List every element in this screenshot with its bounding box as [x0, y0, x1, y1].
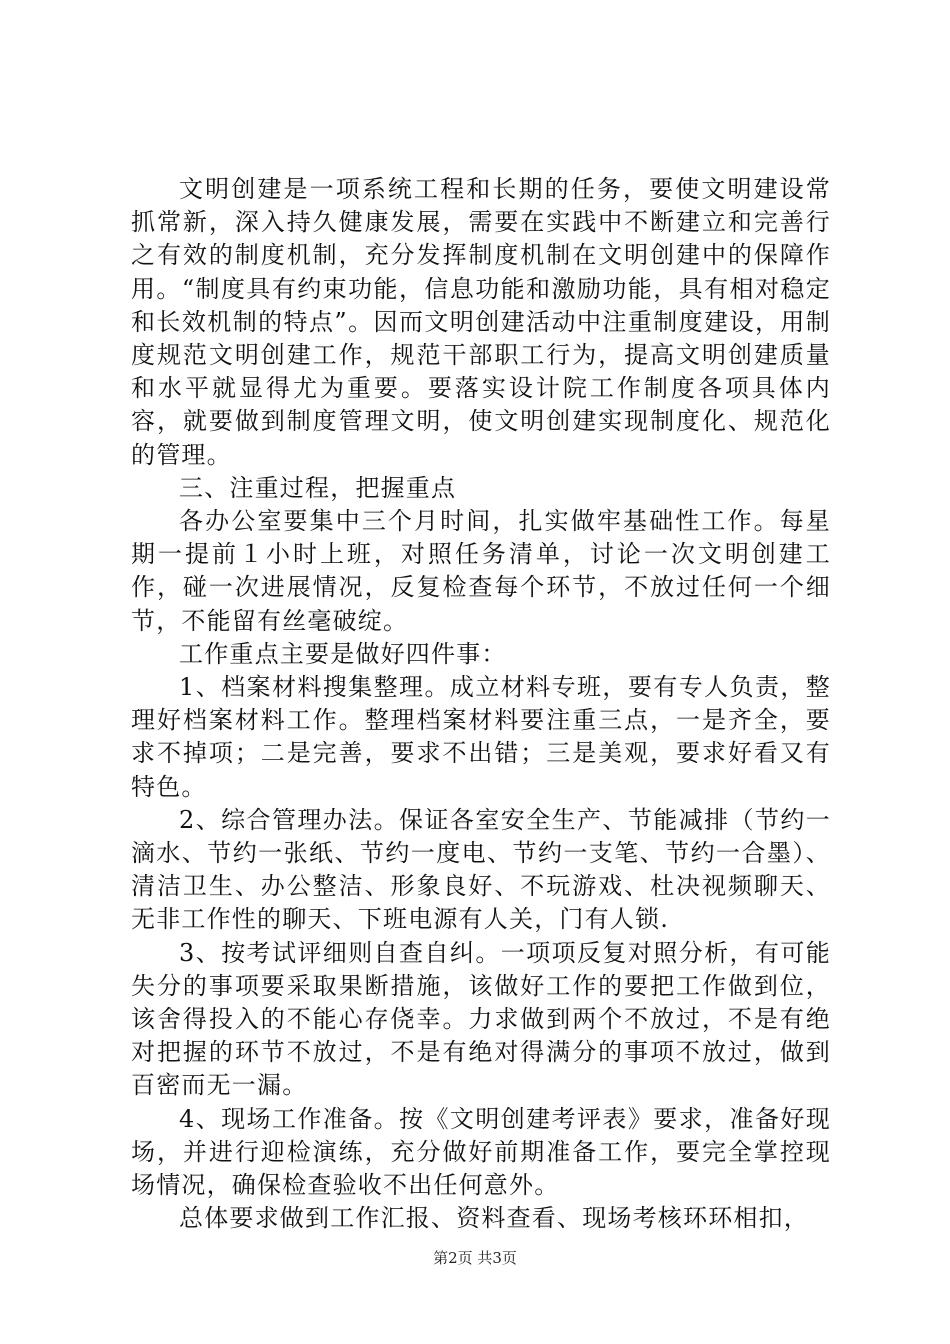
section-heading: 三、注重过程，把握重点 [179, 473, 457, 502]
list-item-self-check: 3、按考试评细则自查自纠。一项项反复对照分析，有可能失分的事项要采取果断措施，该做好工作的要把工作做到位，该舍得投入的不能心存侥幸。力求做到两个不放过，不是有绝对把握的环节不放过，不是有绝对得满分的事项不放过，做到百密而无一漏。 [131, 938, 831, 1100]
paragraph-office-work: 各办公室要集中三个月时间，扎实做牢基础性工作。每星期一提前１小时上班，对照任务清单，讨论一次文明创建工作，碰一次进展情况，反复检查每个环节，不放过任何一个细节，不能留有丝毫破绽。 [131, 507, 831, 635]
list-item-archives: 1、档案材料搜集整理。成立材料专班，要有专人负责，整理好档案材料工作。整理档案材料要注重三点，一是齐全，要求不掉项；二是完善，要求不出错；三是美观，要求好看又有特色。 [131, 673, 831, 801]
paragraph-intro: 文明创建是一项系统工程和长期的任务，要使文明建设常抓常新，深入持久健康发展，需要在实践中不断建立和完善行之有效的制度机制，充分发挥制度机制在文明创建中的保障作用。“制度具有约束功能，信息功能和激励功能，具有相对稳定和长效机制的特点”。因而文明创建活动中注重制度建设，用制度规范文明创建工作，规范干部职工行为，提高文明创建质量和水平就显得尤为重要。要落实设计院工作制度各项具体内容，就要做到制度管理文明，使文明创建实现制度化、规范化的管理。 [131, 175, 831, 469]
list-item-management: 2、综合管理办法。保证各室安全生产、节能减排（节约一滴水、节约一张纸、节约一度电、节约一支笔、节约一合墨）、清洁卫生、办公整洁、形象良好、不玩游戏、杜决视频聊天、无非工作性的聊天、下班电源有人关，门有人锁. [131, 805, 831, 934]
document-body [131, 173, 831, 1236]
page-number-footer: 第2页 共3页 [433, 1249, 517, 1267]
list-item-site-preparation: 4、现场工作准备。按《文明创建考评表》要求，准备好现场，并进行迎检演练，充分做好前期准备工作，要完全掌控现场情况，确保检查验收不出任何意外。 [131, 1104, 831, 1200]
paragraph-overall: 总体要求做到工作汇报、资料查看、现场考核环环相扣， [179, 1204, 809, 1233]
paragraph-key-tasks: 工作重点主要是做好四件事： [179, 639, 507, 668]
